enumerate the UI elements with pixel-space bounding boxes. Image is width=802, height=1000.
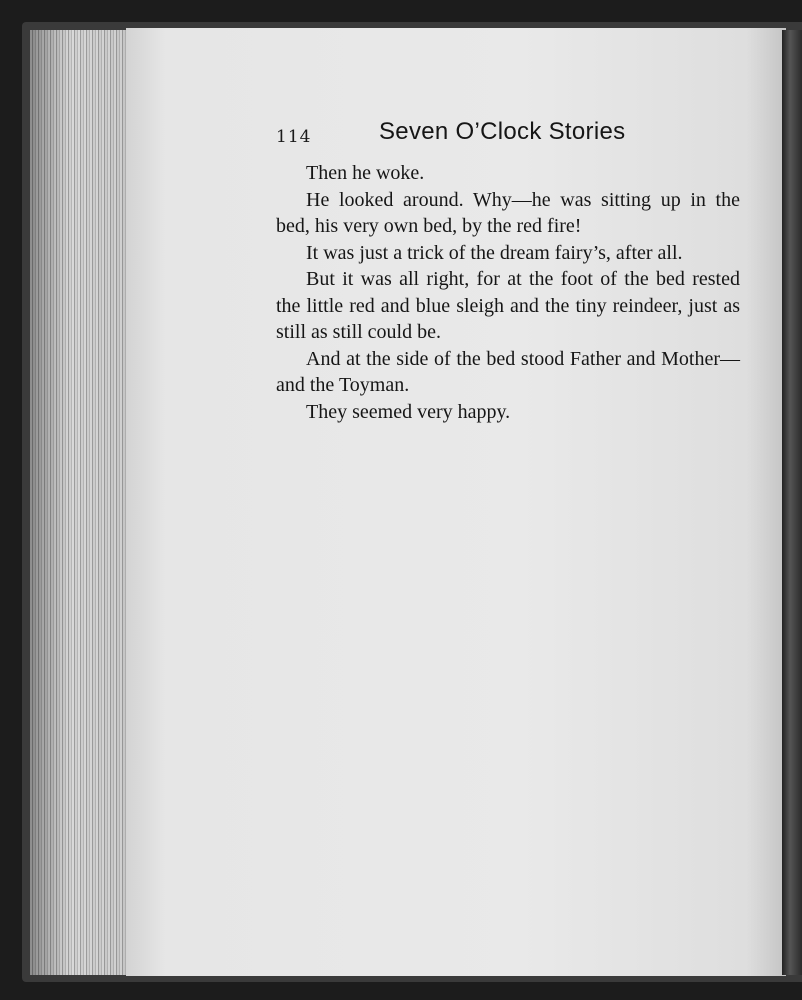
page-number: 114 — [276, 127, 312, 147]
running-title: Seven O’Clock Stories — [379, 118, 626, 145]
page-edges — [30, 30, 130, 975]
paragraph: They seemed very happy. — [306, 400, 511, 423]
paragraph: But it was all right, for at the foot of the bed rested the little red and blue sleigh and the tiny reindeer, just as still as still could be. — [276, 268, 740, 343]
book-spine-edge — [782, 30, 802, 975]
body-text — [276, 160, 740, 425]
paragraph: And at the side of the bed stood Father and Mother—and the Toyman. — [276, 347, 740, 396]
paragraph: It was just a trick of the dream fairy’s, after all. — [306, 241, 683, 264]
paragraph: He looked around. Why—he was sitting up in the bed, his very own bed, by the red fire! — [276, 188, 740, 237]
page-header — [276, 118, 740, 152]
paragraph: Then he woke. — [306, 162, 425, 184]
